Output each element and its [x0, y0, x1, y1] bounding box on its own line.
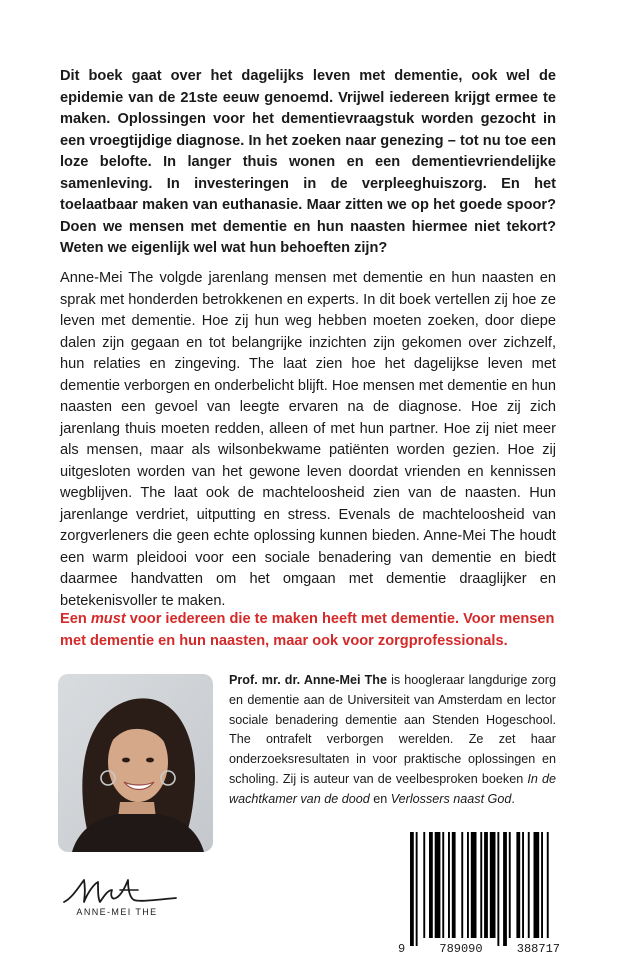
author-photo: [58, 674, 213, 852]
bio-text: is hoogleraar langdurige zorg en dementie aan de Universiteit van Amsterdam en lector sociale benadering dementie aan Stenden Hogeschool. The ontrafelt verborgen werelden. Ze zet haar onderzoeksresultaten in voor praktische oplossingen en scholing. Zij is auteur van de veelbesproken boeken: [229, 673, 557, 786]
tagline-end: voor iedereen die te maken heeft met dementie. Voor mensen met dementie en hun naasten, maar ook voor zorgprofessionals.: [60, 611, 555, 649]
barcode-bar: [410, 832, 414, 946]
barcode-bar: [461, 832, 463, 938]
book-title-1: In de wachtkamer van de dood: [229, 771, 556, 806]
barcode-bar: [534, 832, 540, 938]
barcode-bar: [503, 832, 507, 946]
barcode-digit-group-1: 789090: [439, 942, 483, 956]
barcode-bar: [471, 832, 477, 938]
blurb-paragraph-1: Dit boek gaat over het dagelijks leven met dementie, ook wel de epidemie van de 21ste eeuw genoemd. Vrijwel iedereen krijgt ermee te maken. Oplossingen voor het dementievraagstuk worden gezocht in een vroegtijdige diagnose. In het zoeken naar genezing – tot nu toe een loze belofte. In langer thuis wonen en een dementievriendelijke samenleving. In investeringen in de verpleeghuiszorg. En het toelaatbaar maken van euthanasie. Maar zitten we op het goede spoor? Doen we mensen met dementie en hun naasten hiermee niet tekort? Weten we eigenlijk wel wat hun behoeften zijn?: [60, 68, 556, 256]
barcode-bar: [448, 832, 450, 938]
barcode-bar: [522, 832, 524, 938]
isbn-barcode: [394, 832, 564, 960]
barcode-bar: [429, 832, 433, 938]
barcode-bar: [423, 832, 425, 938]
barcode-digits: [394, 942, 564, 956]
book-title-2: Verlossers naast God: [390, 791, 512, 806]
barcode-bar: [509, 832, 511, 938]
author-signature-logo: [58, 868, 188, 928]
barcode-bar: [497, 832, 499, 946]
tagline-emphasis: must: [90, 611, 126, 627]
barcode-bar: [480, 832, 482, 938]
barcode-bar: [516, 832, 520, 938]
barcode-bar: [467, 832, 469, 938]
barcode-bar: [528, 832, 530, 938]
barcode-bar: [490, 832, 496, 938]
barcode-bar: [484, 832, 488, 938]
barcode-digit-group-2: 388717: [516, 942, 560, 956]
barcode-bar: [452, 832, 456, 938]
bio-end: .: [511, 791, 515, 806]
barcode-bar: [435, 832, 441, 938]
barcode-bar: [547, 832, 549, 938]
barcode-digit-prefix: 9: [398, 942, 406, 956]
barcode-bar: [416, 832, 418, 946]
author-name: Prof. mr. dr. Anne-Mei The: [229, 673, 387, 687]
barcode-bar: [442, 832, 444, 938]
logo-text: ANNE-MEI THE: [76, 907, 158, 917]
tagline-start: Een: [60, 611, 91, 627]
blurb-paragraph-2: Anne-Mei The volgde jarenlang mensen met dementie en hun naasten en sprak met honderden betrokkenen en experts. In dit boek vertellen zij hoe ze leven met dementie. Hoe zij hun weg hebben moeten zoeken, door diepe dalen zijn gegaan en tot belangrijke inzichten zijn gekomen over zichzelf, hun relaties en zingeving. The laat zien hoe het dagelijkse leven met dementie verborgen en onderbelicht blijft. Hoe mensen met dementie en hun naasten een gevoel van leegte ervaren na de diagnose. Hoe zij zich jarenlang thuis moeten redden, alleen of met hun partner. Hoe zij niet meer als mensen, maar als wilsonbekwame patiënten worden gezien. Hoe zij uitgesloten worden van het gewone leven doordat vrienden en kennissen wegblijven. The laat ook de machteloosheid zien van de naasten. Hun jarenlange verdriet, uitputting en stress. Evenals de machteloosheid van zorgverleners die geen echte oplossing kunnen bieden. Anne-Mei The houdt een warm pleidooi voor een sociale benadering van dementie en biedt daarmee handvatten om het omgaan met dementie draaglijker en betekenisvoller te maken.: [60, 270, 556, 609]
author-bio: [229, 671, 556, 810]
barcode-bar: [541, 832, 543, 938]
tagline: [60, 609, 560, 652]
bio-connector: en: [369, 791, 391, 806]
